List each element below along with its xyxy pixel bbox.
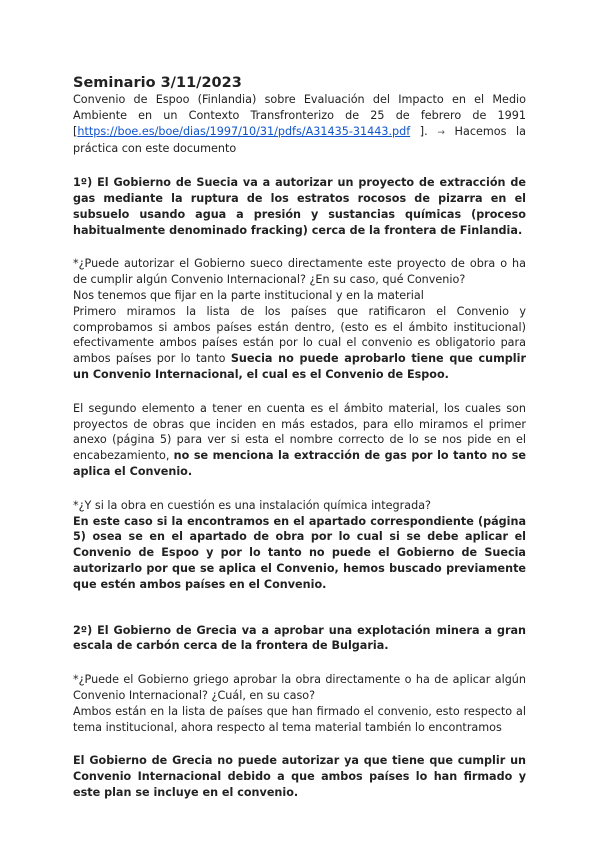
case1-question-2: *¿Y si la obra en cuestión es una instalación química integrada? (73, 498, 431, 512)
page-title: Seminario 3/11/2023 (73, 75, 242, 91)
arrow-icon: → (437, 127, 445, 138)
intro-text-after: ]. (410, 124, 428, 138)
intro-paragraph (73, 92, 526, 157)
case1-note: Nos tenemos que fijar en la parte institucional y en la material (73, 288, 424, 302)
case2-conclusion: El Gobierno de Grecia no puede autorizar ya que tiene que cumplir un Convenio Internacional debido a que ambos países lo han firmado y este plan se incluye en el convenio. (73, 754, 526, 799)
case2-paragraph: Ambos están en la lista de países que han firmado el convenio, esto respecto al tema institucional, ahora respecto al tema material también lo encontramos (73, 704, 526, 734)
case2-heading: 2º) El Gobierno de Grecia va a aprobar una explotación minera a gran escala de carbón cerca de la frontera de Bulgaria. (73, 623, 526, 653)
case1-answer-2: En este caso si la encontramos en el apartado correspondiente (página 5) osea se en el apartado de obra por lo cual si se debe aplicar el Convenio de Espoo y por lo tanto no puede el Gobierno de Suecia autorizarlo por que se aplica el Convenio, hemos buscado previamente que estén ambos países en el Convenio. (73, 514, 526, 591)
case1-heading: 1º) El Gobierno de Suecia va a autorizar un proyecto de extracción de gas mediante la ruptura de los estratos rocosos de pizarra en el subsuelo usando agua a presión y sustancias químicas (proceso habitualmente denominado fracking) cerca de la frontera de Finlandia. (73, 176, 526, 237)
case1-question: *¿Puede autorizar el Gobierno sueco directamente este proyecto de obra o ha de cumplir algún Convenio Internacional? ¿En su caso, qué Convenio? (73, 257, 526, 287)
case1-paragraph-1: Primero miramos la lista de los países que ratificaron el Convenio y comprobamos si ambos países están dentro, (esto es el ámbito institucional) efectivamente ambos países están por lo cual el convenio es obligatorio para ambos países por lo tanto Suecia no puede aprobarlo tiene que cumplir un Convenio Internacional, el cual es el Convenio de Espoo. (73, 304, 526, 381)
case2-question: *¿Puede el Gobierno griego aprobar la obra directamente o ha de aplicar algún Convenio Internacional? ¿Cuál, en su caso? (73, 673, 526, 702)
boe-link[interactable]: https://boe.es/boe/dias/1997/10/31/pdfs/A31435-31443.pdf (77, 124, 411, 138)
case1-paragraph-2: El segundo elemento a tener en cuenta es el ámbito material, los cuales son proyectos de obras que inciden en más estados, para ello miramos el primer anexo (página 5) para ver si esta el nombre correcto de lo se nos pide en el encabezamiento, no se menciona la extracción de gas por lo tanto no se aplica el Convenio. (73, 401, 526, 478)
intro-text: Convenio de Espoo (Finlandia) sobre Evaluación del Impacto en el Medio Ambiente en un Contexto Transfronterizo de 25 de febrero de 1991 [ (73, 93, 526, 138)
intro-text-end: Hacemos la práctica con este documento (73, 124, 527, 156)
